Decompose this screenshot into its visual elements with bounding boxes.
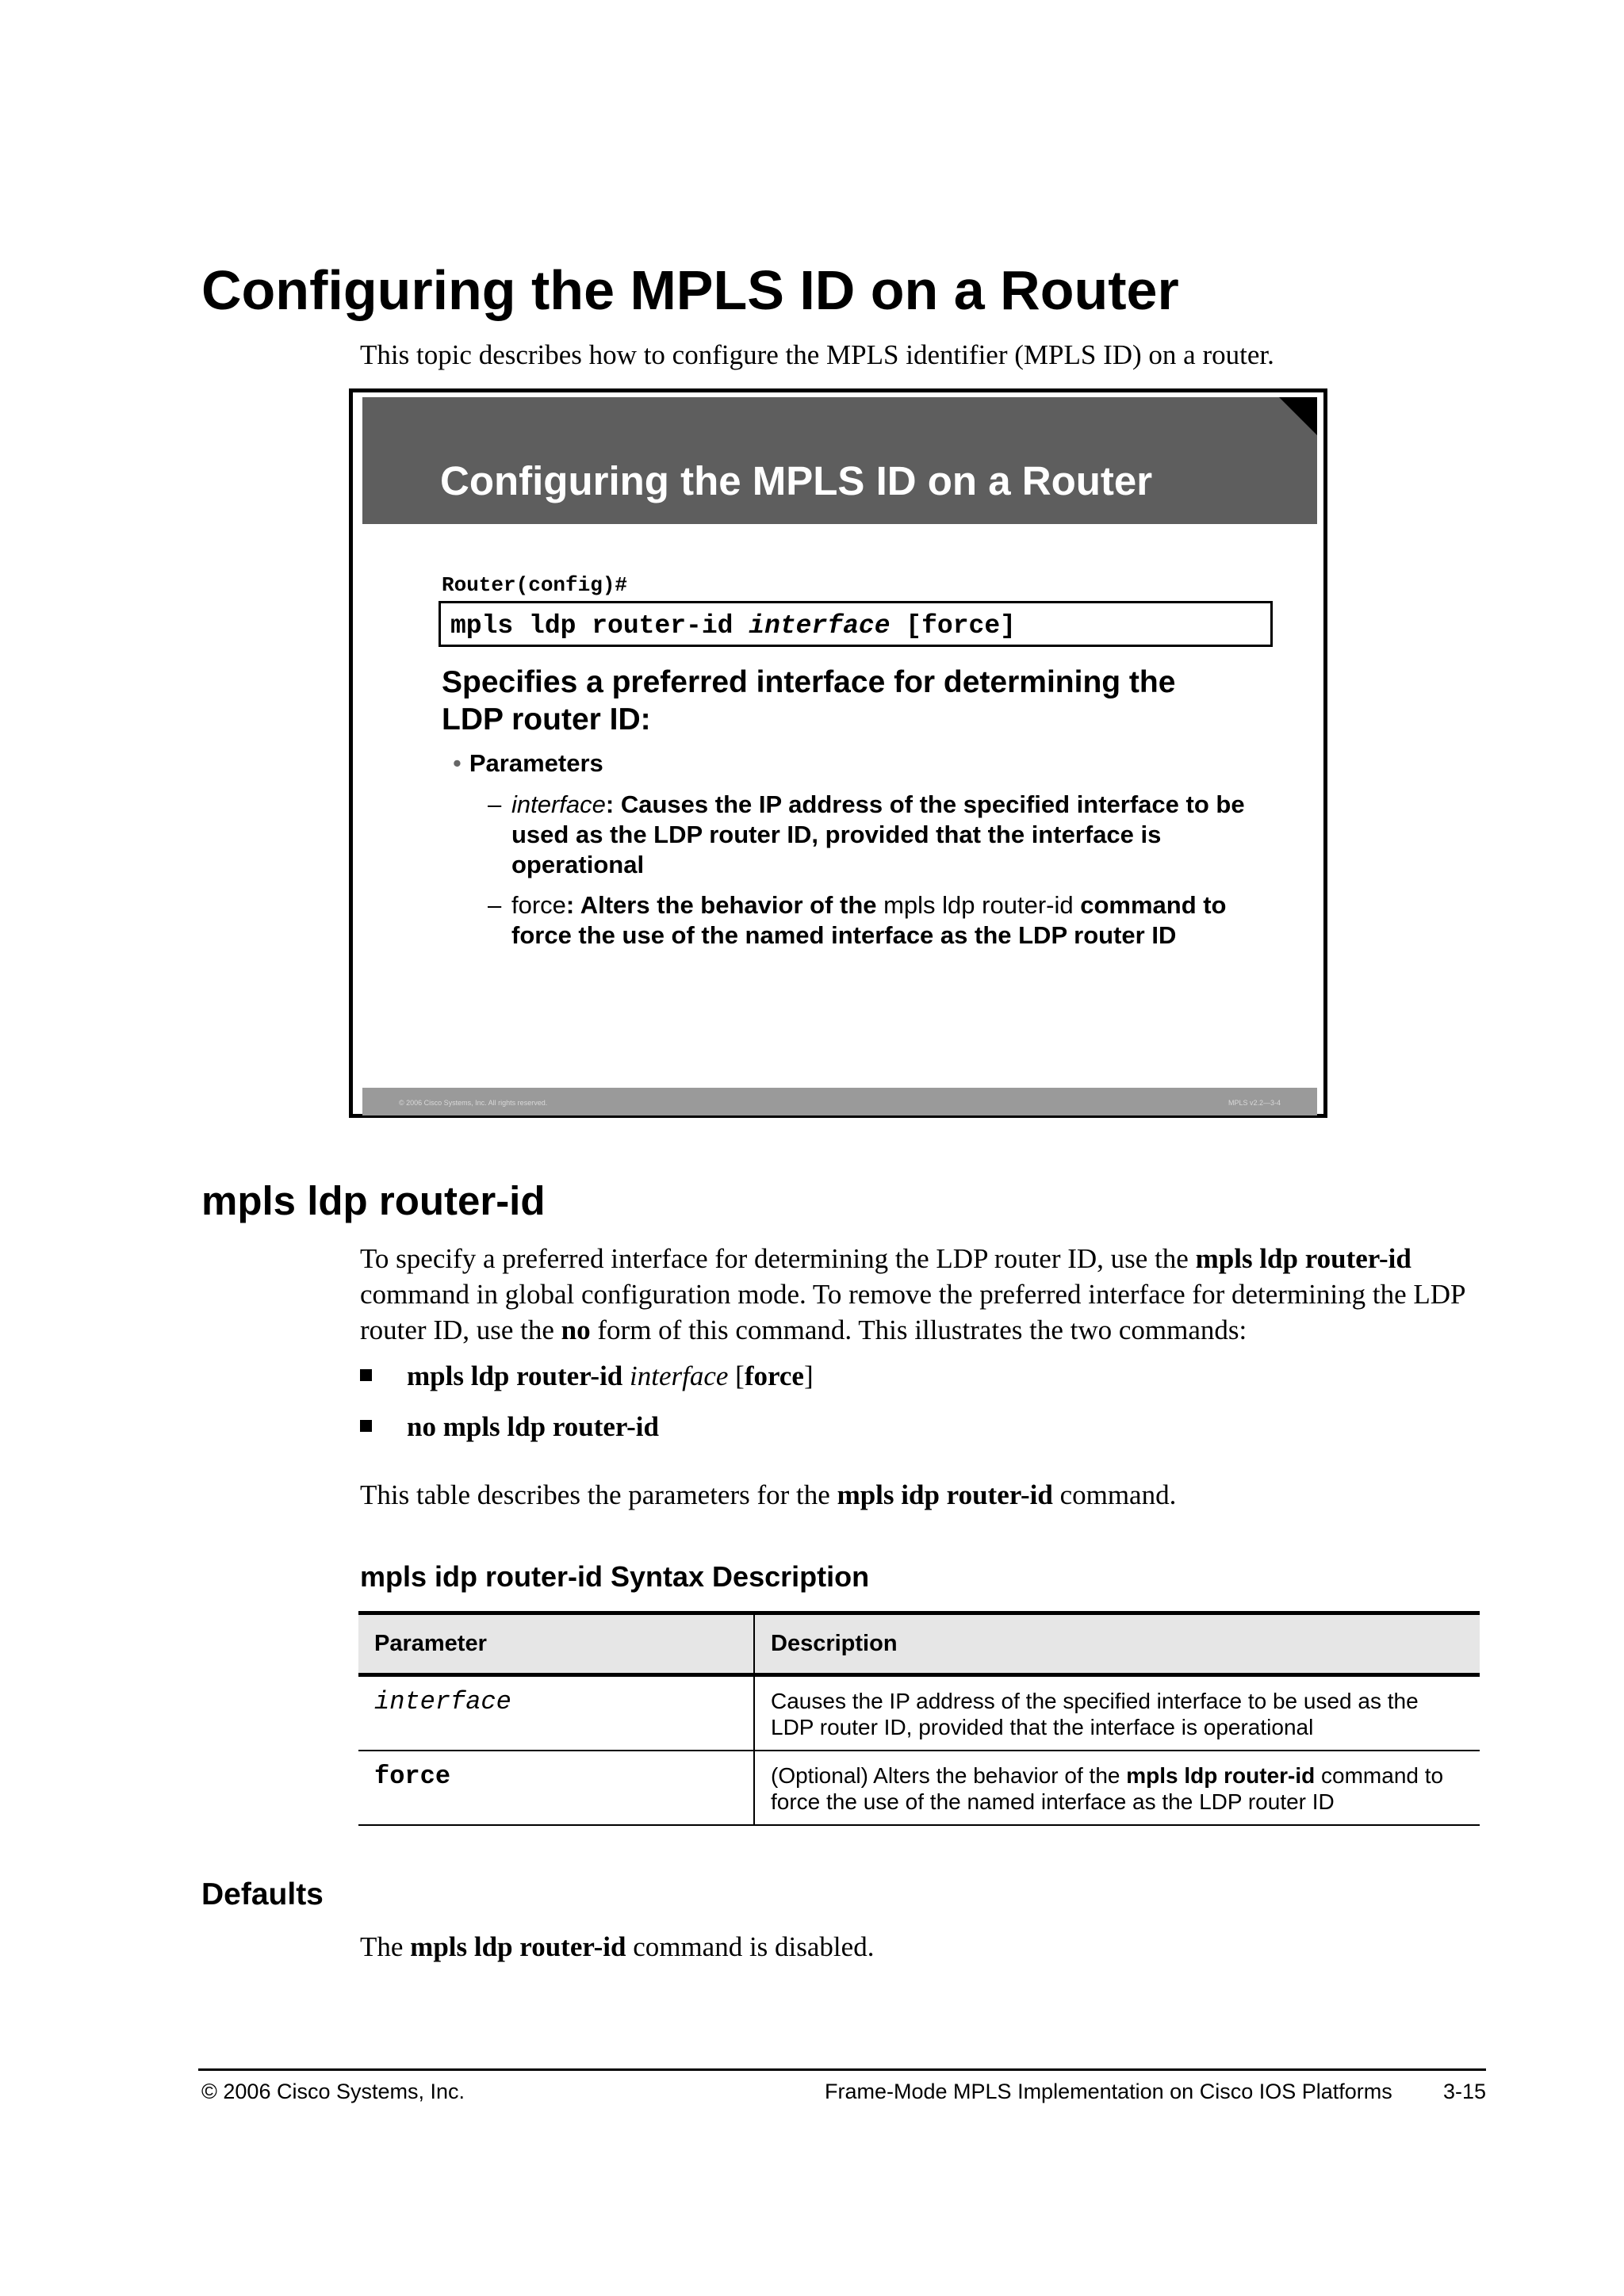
section-heading: mpls ldp router-id	[201, 1178, 546, 1223]
slide-sub2-text-b: command to force the use of the named interface as the LDP router ID	[511, 891, 1227, 949]
defaults-heading: Defaults	[201, 1877, 324, 1911]
section-paragraph	[360, 1241, 1486, 1348]
bullet2-cmd: no mpls ldp router-id	[407, 1411, 659, 1442]
slide-command-option: [force]	[890, 611, 1016, 641]
para1-no: no	[561, 1314, 591, 1345]
table-row	[358, 1675, 1480, 1751]
square-bullet-icon	[360, 1420, 372, 1432]
para1-text-c: command in global configuration mode. To remove the preferred interface for determining the LDP router ID, use the	[360, 1279, 1465, 1345]
desc-force-c: command to force the use of the named interface as the LDP router ID	[771, 1763, 1444, 1814]
slide-bullet	[453, 749, 603, 778]
para2-text-a: This table describes the parameters for the	[360, 1479, 837, 1510]
table-cell-param	[358, 1675, 754, 1751]
bullet1-close: ]	[803, 1360, 814, 1391]
slide-bullet-label: Parameters	[469, 749, 603, 777]
slide-corner-decoration	[1279, 397, 1317, 435]
page-title: Configuring the MPLS ID on a Router	[201, 259, 1179, 321]
dash-icon: –	[488, 891, 502, 919]
footer-rule	[198, 2068, 1486, 2071]
table-cell-desc	[754, 1675, 1480, 1751]
slide-subitem-force	[488, 890, 1249, 951]
bullet1-arg: interface	[630, 1360, 729, 1391]
table-cell-desc	[754, 1751, 1480, 1825]
desc-force-cmd: mpls ldp router-id	[1126, 1763, 1316, 1788]
slide-title: Configuring the MPLS ID on a Router	[440, 458, 1153, 503]
square-bullet-icon	[360, 1369, 372, 1381]
bullet1-open: [	[728, 1360, 745, 1391]
table-header-row	[358, 1613, 1480, 1675]
defaults-text-c: command is disabled.	[626, 1931, 875, 1962]
table-header-description: Description	[754, 1613, 1480, 1675]
defaults-text-a: The	[360, 1931, 411, 1962]
command-bullet-1	[360, 1360, 814, 1392]
para1-cmd: mpls ldp router-id	[1195, 1243, 1411, 1274]
command-bullet-2	[360, 1411, 659, 1443]
para1-text-a: To specify a preferred interface for determining the LDP router ID, use the	[360, 1243, 1196, 1274]
dash-icon: –	[488, 790, 502, 818]
slide-command	[450, 611, 1016, 641]
intro-text: This topic describes how to configure the MPLS identifier (MPLS ID) on a router.	[360, 339, 1274, 370]
param-force: force	[374, 1762, 451, 1791]
defaults-cmd: mpls ldp router-id	[410, 1931, 626, 1962]
slide-command-keyword: mpls ldp router-id	[450, 611, 749, 641]
defaults-text	[360, 1931, 874, 1963]
slide-footer-copyright: © 2006 Cisco Systems, Inc. All rights reserved.	[399, 1099, 548, 1107]
slide-command-arg: interface	[749, 611, 891, 641]
para1-text-e: form of this command. This illustrates the two commands:	[590, 1314, 1247, 1345]
table-intro-paragraph	[360, 1479, 1176, 1511]
slide-sub1-text: : Causes the IP address of the specified interface to be used as the LDP router ID, provided that the interface is operational	[511, 790, 1245, 878]
para2-text-c: command.	[1052, 1479, 1177, 1510]
bullet1-force: force	[744, 1360, 804, 1391]
slide-spec-heading: Specifies a preferred interface for determining the LDP router ID:	[442, 665, 1176, 737]
footer-page-number: 3-15	[1443, 2080, 1487, 2103]
table-header-parameter: Parameter	[358, 1613, 754, 1675]
desc-interface: Causes the IP address of the specified interface to be used as the LDP router ID, provided that the interface is operational	[771, 1689, 1419, 1739]
syntax-table	[358, 1611, 1480, 1826]
bullet1-cmd: mpls ldp router-id	[407, 1360, 623, 1391]
table-cell-param	[358, 1751, 754, 1825]
param-interface: interface	[374, 1687, 511, 1716]
slide-footer-version: MPLS v2.2—3-4	[1228, 1099, 1281, 1107]
slide-prompt: Router(config)#	[442, 573, 628, 597]
footer-copyright: © 2006 Cisco Systems, Inc.	[201, 2080, 465, 2103]
slide-subitem-interface	[488, 790, 1249, 880]
slide-header-bar	[362, 397, 1317, 524]
slide-sub2-cmd: mpls ldp router-id	[883, 891, 1074, 919]
table-caption: mpls idp router-id Syntax Description	[360, 1560, 870, 1593]
slide-sub1-term: interface	[511, 790, 606, 818]
bullet1-space	[622, 1360, 630, 1391]
desc-force-a: (Optional) Alters the behavior of the	[771, 1763, 1127, 1788]
slide-figure	[349, 388, 1327, 1118]
slide-footer-bar	[362, 1088, 1317, 1115]
footer-book-title: Frame-Mode MPLS Implementation on Cisco IOS Platforms	[825, 2080, 1392, 2103]
para2-cmd: mpls idp router-id	[837, 1479, 1053, 1510]
slide-command-box	[439, 601, 1273, 647]
bullet-dot-icon: •	[453, 749, 462, 777]
slide-sub2-text-a: : Alters the behavior of the	[565, 891, 884, 919]
table-row	[358, 1751, 1480, 1825]
slide-sub2-term: force	[511, 891, 566, 919]
